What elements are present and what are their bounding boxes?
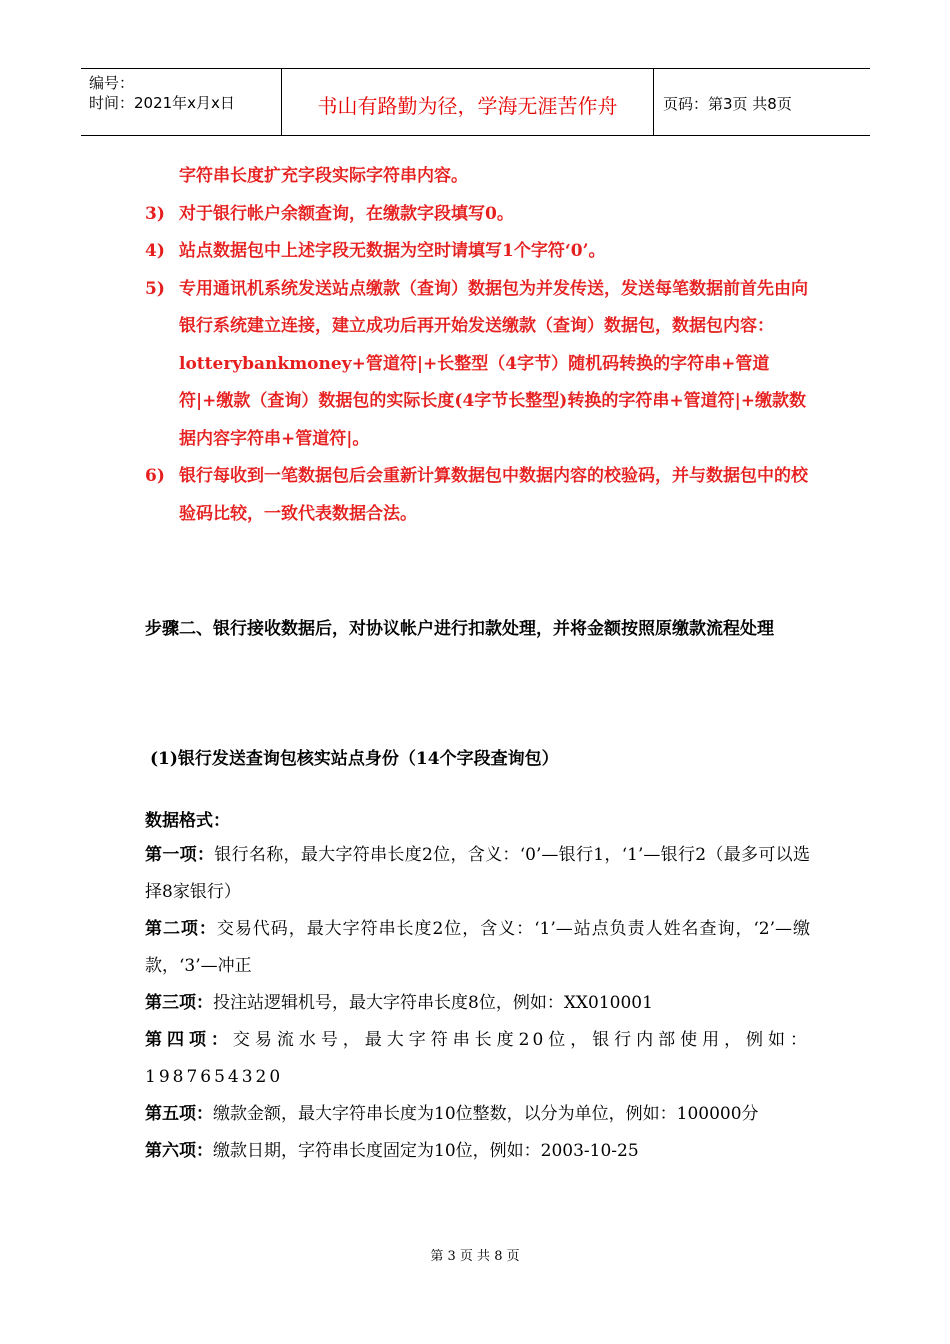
header-motto: 书山有路勤为径，学海无涯苦作舟 (281, 69, 654, 135)
note-text: 对于银行帐户余额查询，在缴款字段填写0。 (179, 203, 514, 224)
note-number: 3) (145, 203, 165, 224)
note-number: 5) (145, 278, 165, 299)
field-text: 缴款日期，字符串长度固定为10位，例如：2003-10-25 (213, 1141, 639, 1161)
red-notes-section (145, 158, 810, 533)
field-text: 交易流水号，最大字符串长度20位，银行内部使用，例如：1987654320 (145, 1030, 811, 1087)
field-label: 第三项： (145, 993, 213, 1013)
doc-time: 时间：2021年x月x日 (89, 94, 235, 112)
note-number: 4) (145, 241, 165, 261)
note-item-4 (145, 233, 810, 271)
step2-heading: 步骤二、银行接收数据后，对协议帐户进行扣款处理，并将金额按照原缴款流程处理 (145, 619, 774, 639)
field-item (145, 1096, 810, 1133)
page-footer: 第 3 页 共 8 页 (430, 1249, 520, 1264)
doc-id-label: 编号： (89, 74, 135, 92)
field-text: 缴款金额，最大字符串长度为10位整数，以分为单位，例如：100000分 (213, 1104, 759, 1124)
field-item (145, 985, 810, 1022)
field-item (145, 911, 810, 985)
field-label: 第五项： (145, 1104, 213, 1124)
field-item (145, 837, 810, 911)
field-item (145, 1133, 810, 1170)
continuation-line: 字符串长度扩充字段实际字符串内容。 (179, 166, 468, 186)
header-page-info: 页码：第3页 共8页 (663, 94, 792, 113)
field-label: 第四项： (145, 1030, 233, 1050)
note-number: 6) (145, 466, 165, 486)
page-header (81, 68, 870, 136)
note-item-5 (145, 271, 810, 459)
note-item-6 (145, 458, 810, 533)
note-text: 站点数据包中上述字段无数据为空时请填写1个字符‘0’。 (179, 241, 606, 261)
data-format-heading: 数据格式： (145, 811, 230, 831)
query-packet-subheading: (1)银行发送查询包核实站点身份（14个字段查询包） (150, 749, 559, 769)
field-list (145, 837, 810, 1170)
header-meta (81, 69, 281, 135)
field-label: 第二项： (145, 919, 217, 939)
note-text: 专用通讯机系统发送站点缴款（查询）数据包为并发传送，发送每笔数据前首先由向银行系统建立连接，建立成功后再开始发送缴款（查询）数据包，数据包内容：lotterybankmoney+管道符|+长整型（4字节）随机码转换的字符串+管道符|+缴款（查询）数据包的实际长度(4字节长整型)转换的字符串+管道符|+缴款数据内容字符串+管道符|。 (179, 278, 808, 449)
field-text: 投注站逻辑机号，最大字符串长度8位，例如：XX010001 (213, 993, 653, 1013)
field-item (145, 1022, 810, 1096)
field-text: 交易代码，最大字符串长度2位，含义：‘1’—站点负责人姓名查询，‘2’—缴款，‘3’—冲正 (145, 919, 810, 976)
note-item-3 (145, 196, 810, 234)
field-label: 第六项： (145, 1141, 213, 1161)
field-text: 银行名称，最大字符串长度2位，含义：‘0’—银行1，‘1’—银行2（最多可以选择8家银行） (145, 845, 811, 902)
field-label: 第一项： (145, 845, 215, 865)
note-text: 银行每收到一笔数据包后会重新计算数据包中数据内容的校验码，并与数据包中的校验码比较，一致代表数据合法。 (179, 466, 808, 524)
